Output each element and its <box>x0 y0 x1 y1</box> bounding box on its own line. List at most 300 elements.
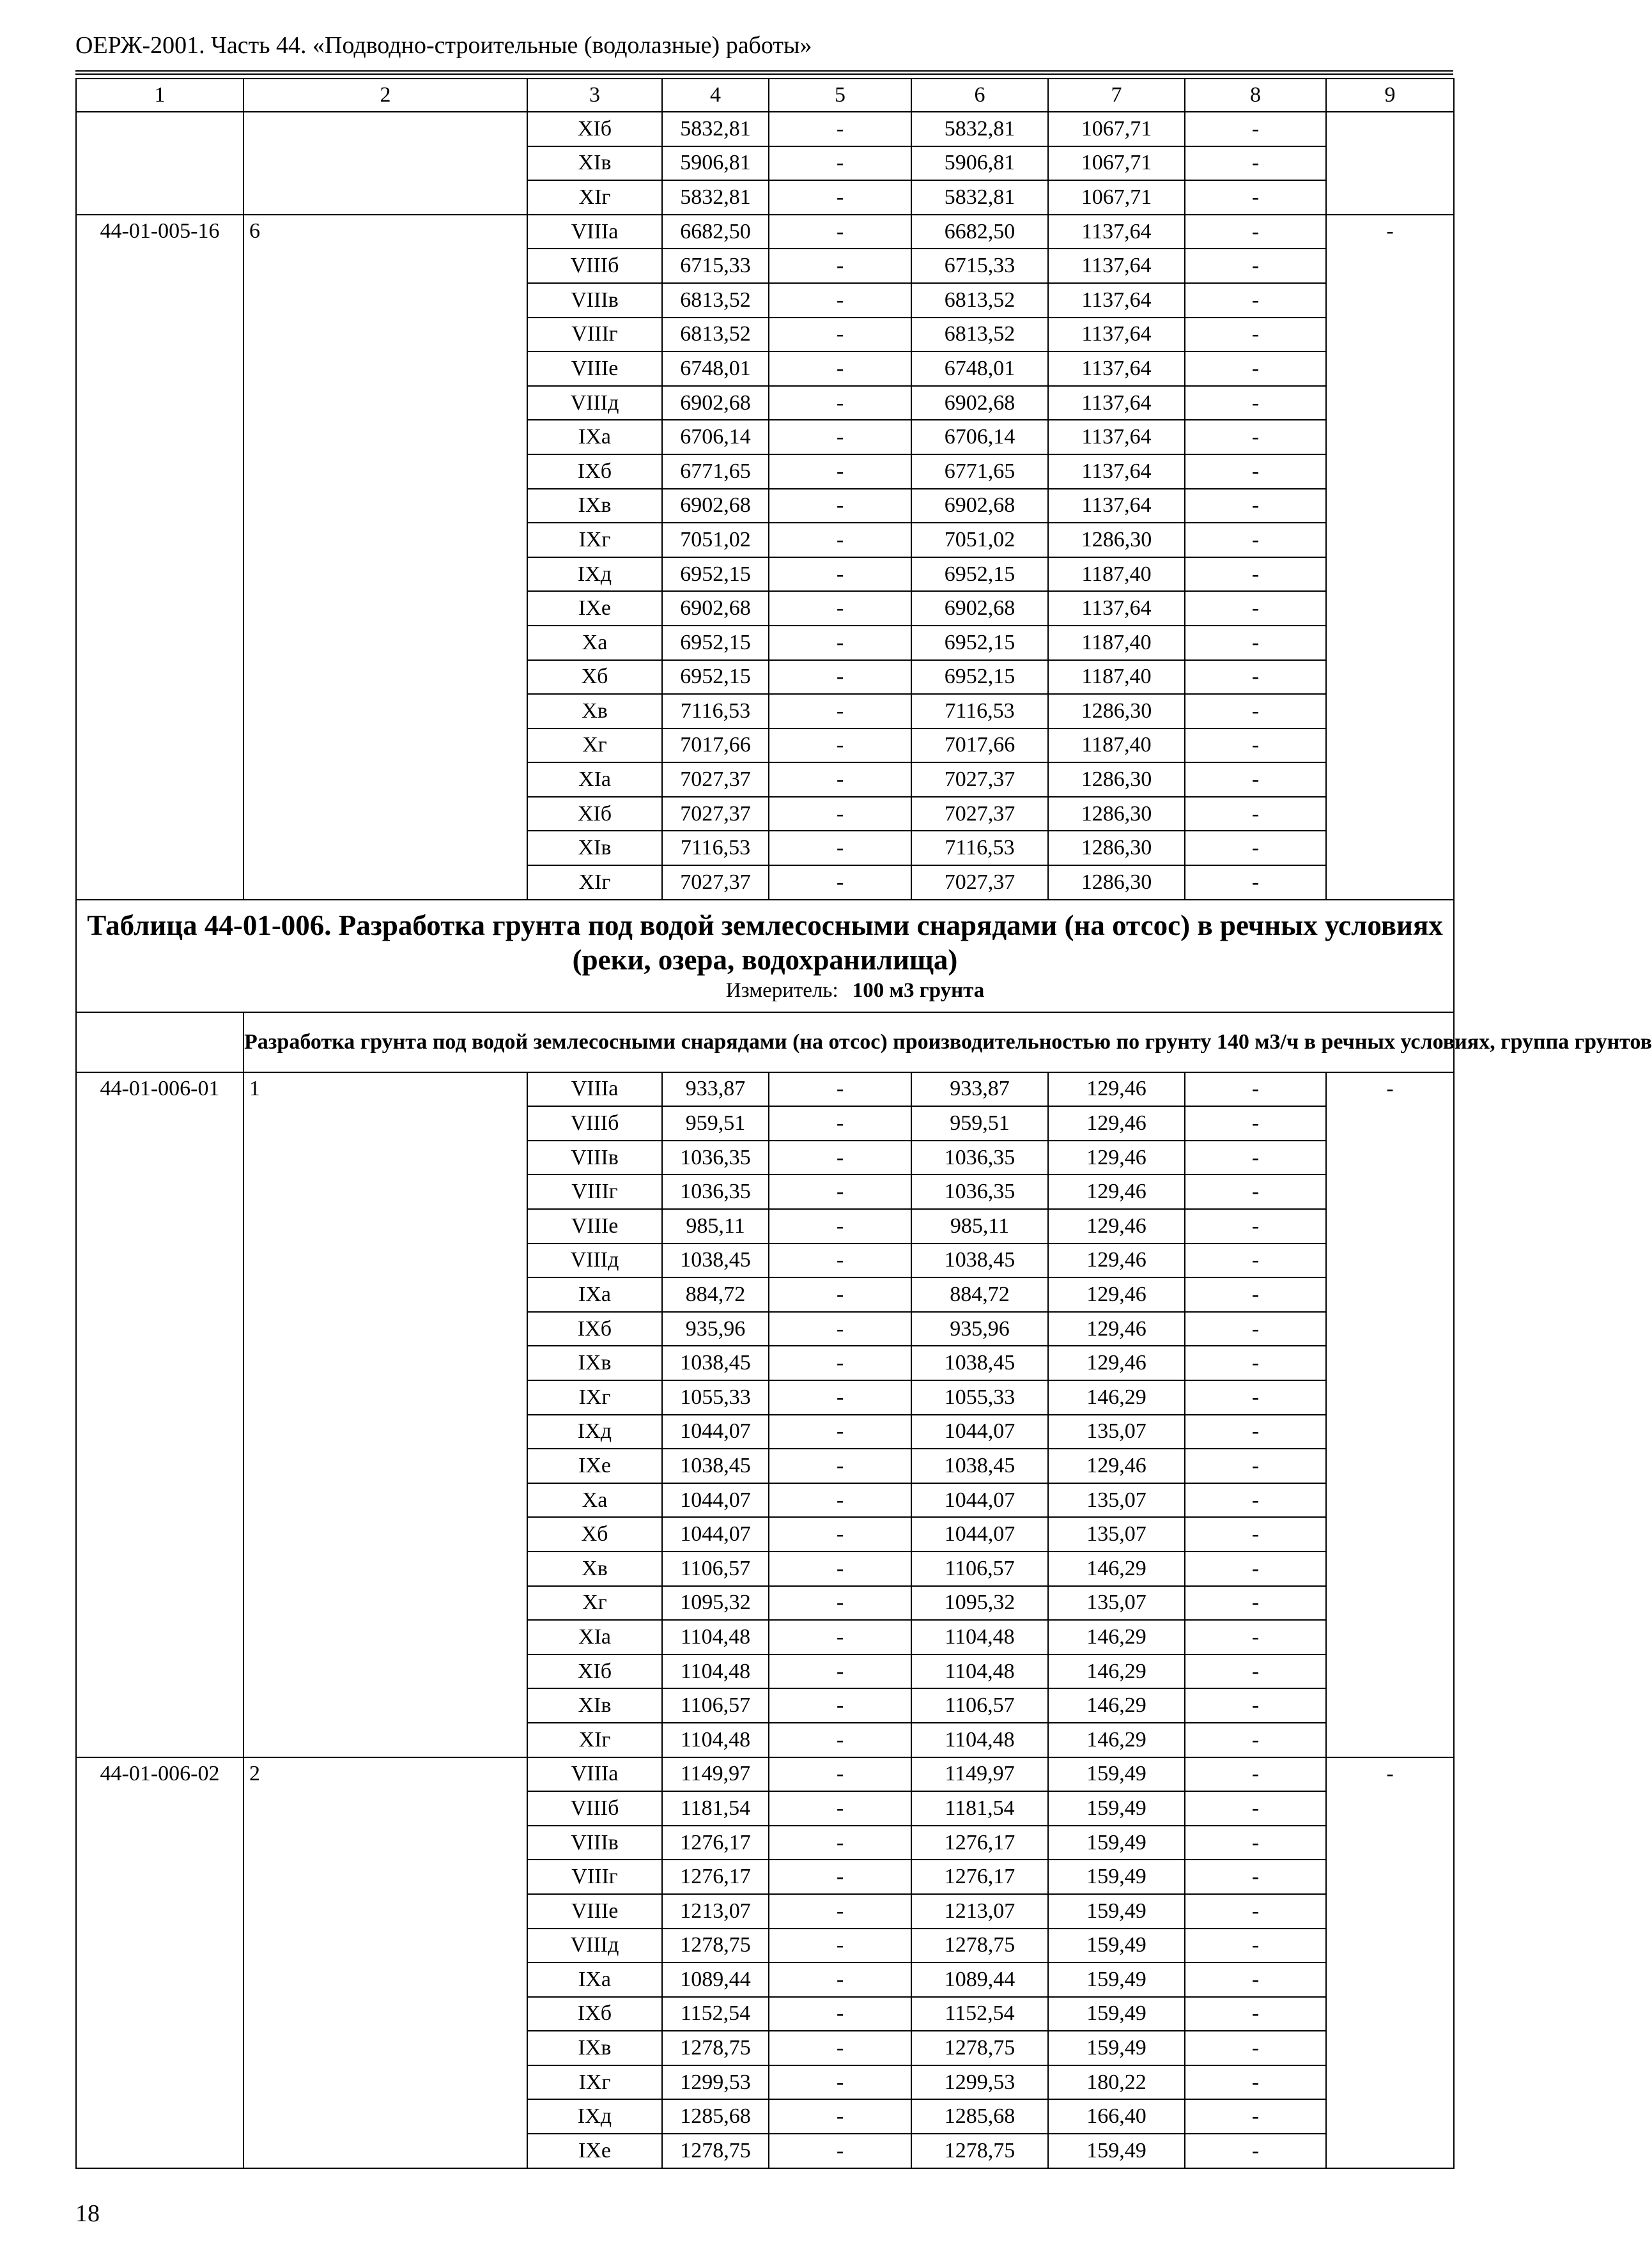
rate-number <box>243 112 527 215</box>
direct-costs: 6813,52 <box>662 318 769 352</box>
soil-group: IXг <box>527 2065 662 2100</box>
materials: - <box>1185 1552 1326 1586</box>
machinist-wages: 135,07 <box>1048 1483 1185 1518</box>
soil-group: VIIIд <box>527 1929 662 1963</box>
materials: - <box>1185 1620 1326 1654</box>
direct-costs: 1152,54 <box>662 1997 769 2031</box>
worker-wages: - <box>769 1312 911 1346</box>
worker-wages: - <box>769 351 911 386</box>
machinist-wages: 129,46 <box>1048 1312 1185 1346</box>
materials: - <box>1185 351 1326 386</box>
direct-costs: 1036,35 <box>662 1175 769 1209</box>
worker-wages: - <box>769 1688 911 1723</box>
soil-group: IXа <box>527 1962 662 1997</box>
direct-costs: 6952,15 <box>662 660 769 695</box>
materials: - <box>1185 1929 1326 1963</box>
machinist-wages: 1067,71 <box>1048 180 1185 215</box>
direct-costs: 1278,75 <box>662 2031 769 2065</box>
direct-costs: 1055,33 <box>662 1380 769 1415</box>
materials: - <box>1185 180 1326 215</box>
materials: - <box>1185 1723 1326 1757</box>
machinist-wages: 1187,40 <box>1048 660 1185 695</box>
direct-costs: 1106,57 <box>662 1552 769 1586</box>
machine-costs: 959,51 <box>911 1106 1048 1141</box>
worker-wages: - <box>769 728 911 763</box>
soil-group: IXе <box>527 1449 662 1483</box>
machinist-wages: 129,46 <box>1048 1175 1185 1209</box>
rate-number: 1 <box>243 1072 527 1757</box>
materials: - <box>1185 626 1326 660</box>
direct-costs: 7017,66 <box>662 728 769 763</box>
header-rule <box>75 70 1453 72</box>
soil-group: IXв <box>527 489 662 523</box>
machinist-wages: 1137,64 <box>1048 386 1185 420</box>
soil-group: VIIIд <box>527 386 662 420</box>
direct-costs: 884,72 <box>662 1277 769 1312</box>
soil-group: XIа <box>527 1620 662 1654</box>
machinist-wages: 1137,64 <box>1048 215 1185 249</box>
worker-wages: - <box>769 523 911 557</box>
machine-costs: 1038,45 <box>911 1346 1048 1380</box>
col9-value: - <box>1326 215 1454 900</box>
worker-wages: - <box>769 1552 911 1586</box>
direct-costs: 6715,33 <box>662 249 769 283</box>
materials: - <box>1185 557 1326 592</box>
materials: - <box>1185 420 1326 454</box>
machine-costs: 5906,81 <box>911 146 1048 181</box>
materials: - <box>1185 1244 1326 1278</box>
machine-costs: 1089,44 <box>911 1962 1048 1997</box>
materials: - <box>1185 728 1326 763</box>
direct-costs: 933,87 <box>662 1072 769 1107</box>
machine-costs: 7027,37 <box>911 865 1048 900</box>
soil-group: XIб <box>527 1654 662 1689</box>
soil-group: Xб <box>527 660 662 695</box>
machine-costs: 1104,48 <box>911 1620 1048 1654</box>
soil-group: IXв <box>527 2031 662 2065</box>
soil-group: VIIIг <box>527 1175 662 1209</box>
materials: - <box>1185 1894 1326 1929</box>
materials: - <box>1185 1826 1326 1860</box>
worker-wages: - <box>769 420 911 454</box>
worker-wages: - <box>769 626 911 660</box>
soil-group: VIIIе <box>527 1894 662 1929</box>
direct-costs: 7027,37 <box>662 797 769 831</box>
machine-costs: 1276,17 <box>911 1826 1048 1860</box>
machine-costs: 6813,52 <box>911 318 1048 352</box>
materials: - <box>1185 454 1326 489</box>
machinist-wages: 1137,64 <box>1048 318 1185 352</box>
column-number: 3 <box>527 79 662 112</box>
machinist-wages: 1067,71 <box>1048 146 1185 181</box>
materials: - <box>1185 591 1326 626</box>
machinist-wages: 146,29 <box>1048 1552 1185 1586</box>
materials: - <box>1185 694 1326 728</box>
machinist-wages: 1137,64 <box>1048 351 1185 386</box>
machine-costs: 6682,50 <box>911 215 1048 249</box>
machinist-wages: 129,46 <box>1048 1449 1185 1483</box>
direct-costs: 6813,52 <box>662 283 769 318</box>
worker-wages: - <box>769 1860 911 1894</box>
direct-costs: 6771,65 <box>662 454 769 489</box>
rate-number: 6 <box>243 215 527 900</box>
materials: - <box>1185 1209 1326 1244</box>
machinist-wages: 146,29 <box>1048 1380 1185 1415</box>
table-subtitle: Разработка грунта под водой землесосными снарядами (на отсос) производительностью по грунту 140 м3/ч в речных условиях, группа грунтов <box>243 1012 1454 1072</box>
direct-costs: 1299,53 <box>662 2065 769 2100</box>
worker-wages: - <box>769 797 911 831</box>
column-number: 6 <box>911 79 1048 112</box>
direct-costs: 5832,81 <box>662 180 769 215</box>
materials: - <box>1185 112 1326 146</box>
materials: - <box>1185 1860 1326 1894</box>
machinist-wages: 159,49 <box>1048 1929 1185 1963</box>
worker-wages: - <box>769 283 911 318</box>
soil-group: XIа <box>527 762 662 797</box>
machine-costs: 1038,45 <box>911 1449 1048 1483</box>
measure-line <box>77 978 1453 1004</box>
soil-group: IXд <box>527 557 662 592</box>
soil-group: IXг <box>527 1380 662 1415</box>
machine-costs: 6902,68 <box>911 591 1048 626</box>
worker-wages: - <box>769 660 911 695</box>
machine-costs: 5832,81 <box>911 180 1048 215</box>
machinist-wages: 1286,30 <box>1048 762 1185 797</box>
soil-group: VIIIа <box>527 215 662 249</box>
direct-costs: 1104,48 <box>662 1723 769 1757</box>
worker-wages: - <box>769 557 911 592</box>
machine-costs: 7027,37 <box>911 797 1048 831</box>
machinist-wages: 1137,64 <box>1048 249 1185 283</box>
measure-label: Измеритель: <box>725 978 838 1002</box>
direct-costs: 959,51 <box>662 1106 769 1141</box>
machine-costs: 6902,68 <box>911 489 1048 523</box>
materials: - <box>1185 2031 1326 2065</box>
direct-costs: 5906,81 <box>662 146 769 181</box>
worker-wages: - <box>769 2065 911 2100</box>
machine-costs: 884,72 <box>911 1277 1048 1312</box>
machine-costs: 7027,37 <box>911 762 1048 797</box>
machinist-wages: 159,49 <box>1048 1757 1185 1792</box>
column-number: 7 <box>1048 79 1185 112</box>
soil-group: IXе <box>527 591 662 626</box>
materials: - <box>1185 249 1326 283</box>
worker-wages: - <box>769 1654 911 1689</box>
materials: - <box>1185 797 1326 831</box>
direct-costs: 6902,68 <box>662 591 769 626</box>
direct-costs: 7116,53 <box>662 831 769 865</box>
materials: - <box>1185 1449 1326 1483</box>
materials: - <box>1185 1483 1326 1518</box>
direct-costs: 1038,45 <box>662 1449 769 1483</box>
materials: - <box>1185 1415 1326 1449</box>
machine-costs: 7017,66 <box>911 728 1048 763</box>
direct-costs: 1213,07 <box>662 1894 769 1929</box>
soil-group: XIб <box>527 112 662 146</box>
table-title: Таблица 44-01-006. Разработка грунта под водой землесосными снарядами (на отсос) в речных условиях (реки, озера, водохранилища) <box>87 909 1443 976</box>
rates-table-area <box>75 78 1652 2197</box>
machinist-wages: 146,29 <box>1048 1723 1185 1757</box>
soil-group: VIIIг <box>527 1860 662 1894</box>
direct-costs: 1278,75 <box>662 2134 769 2168</box>
machine-costs: 6952,15 <box>911 660 1048 695</box>
materials: - <box>1185 1517 1326 1552</box>
worker-wages: - <box>769 1244 911 1278</box>
soil-group: Xг <box>527 1586 662 1621</box>
materials: - <box>1185 489 1326 523</box>
direct-costs: 6952,15 <box>662 557 769 592</box>
machine-costs: 6748,01 <box>911 351 1048 386</box>
materials: - <box>1185 523 1326 557</box>
machinist-wages: 159,49 <box>1048 1997 1185 2031</box>
direct-costs: 1038,45 <box>662 1244 769 1278</box>
direct-costs: 1106,57 <box>662 1688 769 1723</box>
worker-wages: - <box>769 694 911 728</box>
col9-value: - <box>1326 1757 1454 2168</box>
soil-group: XIг <box>527 180 662 215</box>
materials: - <box>1185 1380 1326 1415</box>
worker-wages: - <box>769 249 911 283</box>
materials: - <box>1185 1141 1326 1175</box>
machinist-wages: 159,49 <box>1048 1860 1185 1894</box>
worker-wages: - <box>769 215 911 249</box>
materials: - <box>1185 1346 1326 1380</box>
soil-group: XIб <box>527 797 662 831</box>
materials: - <box>1185 1791 1326 1826</box>
machinist-wages: 146,29 <box>1048 1654 1185 1689</box>
worker-wages: - <box>769 1175 911 1209</box>
soil-group: VIIIг <box>527 318 662 352</box>
machine-costs: 1104,48 <box>911 1654 1048 1689</box>
machinist-wages: 1187,40 <box>1048 626 1185 660</box>
machine-costs: 6715,33 <box>911 249 1048 283</box>
direct-costs: 1044,07 <box>662 1483 769 1518</box>
direct-costs: 1036,35 <box>662 1141 769 1175</box>
materials: - <box>1185 318 1326 352</box>
machinist-wages: 159,49 <box>1048 2134 1185 2168</box>
soil-group: XIг <box>527 865 662 900</box>
worker-wages: - <box>769 1791 911 1826</box>
materials: - <box>1185 831 1326 865</box>
materials: - <box>1185 865 1326 900</box>
machine-costs: 7116,53 <box>911 694 1048 728</box>
worker-wages: - <box>769 1072 911 1107</box>
direct-costs: 7027,37 <box>662 762 769 797</box>
worker-wages: - <box>769 1277 911 1312</box>
soil-group: IXб <box>527 1997 662 2031</box>
direct-costs: 7027,37 <box>662 865 769 900</box>
direct-costs: 1149,97 <box>662 1757 769 1792</box>
machine-costs: 6902,68 <box>911 386 1048 420</box>
soil-group: Xа <box>527 626 662 660</box>
machine-costs: 1299,53 <box>911 2065 1048 2100</box>
soil-group: IXд <box>527 1415 662 1449</box>
machine-costs: 7051,02 <box>911 523 1048 557</box>
soil-group: VIIIд <box>527 1244 662 1278</box>
worker-wages: - <box>769 1997 911 2031</box>
soil-group: IXг <box>527 523 662 557</box>
machine-costs: 1278,75 <box>911 2134 1048 2168</box>
machine-costs: 1152,54 <box>911 1997 1048 2031</box>
column-number: 1 <box>76 79 243 112</box>
machine-costs: 1106,57 <box>911 1688 1048 1723</box>
materials: - <box>1185 146 1326 181</box>
worker-wages: - <box>769 1106 911 1141</box>
machinist-wages: 1187,40 <box>1048 557 1185 592</box>
machine-costs: 1104,48 <box>911 1723 1048 1757</box>
machine-costs: 1149,97 <box>911 1757 1048 1792</box>
worker-wages: - <box>769 1483 911 1518</box>
machinist-wages: 1286,30 <box>1048 694 1185 728</box>
rate-number: 2 <box>243 1757 527 2168</box>
materials: - <box>1185 1688 1326 1723</box>
worker-wages: - <box>769 1449 911 1483</box>
worker-wages: - <box>769 180 911 215</box>
machinist-wages: 159,49 <box>1048 1826 1185 1860</box>
subtitle-empty-cell <box>76 1012 243 1072</box>
rate-code <box>76 112 243 215</box>
worker-wages: - <box>769 112 911 146</box>
table-subtitle-row <box>76 1012 1454 1072</box>
direct-costs: 6902,68 <box>662 489 769 523</box>
worker-wages: - <box>769 1346 911 1380</box>
machinist-wages: 146,29 <box>1048 1620 1185 1654</box>
col9-value: - <box>1326 1072 1454 1757</box>
col9-value <box>1326 112 1454 215</box>
direct-costs: 6952,15 <box>662 626 769 660</box>
worker-wages: - <box>769 1620 911 1654</box>
running-title: ОЕРЖ-2001. Часть 44. «Подводно-строительные (водолазные) работы» <box>75 32 812 59</box>
table-title-row <box>76 900 1454 1012</box>
soil-group: IXв <box>527 1346 662 1380</box>
worker-wages: - <box>769 1586 911 1621</box>
machinist-wages: 129,46 <box>1048 1106 1185 1141</box>
direct-costs: 7051,02 <box>662 523 769 557</box>
soil-group: VIIIе <box>527 351 662 386</box>
materials: - <box>1185 283 1326 318</box>
soil-group: XIв <box>527 831 662 865</box>
machine-costs: 6952,15 <box>911 626 1048 660</box>
machine-costs: 1106,57 <box>911 1552 1048 1586</box>
machinist-wages: 1286,30 <box>1048 865 1185 900</box>
direct-costs: 6706,14 <box>662 420 769 454</box>
direct-costs: 5832,81 <box>662 112 769 146</box>
machine-costs: 6952,15 <box>911 557 1048 592</box>
machinist-wages: 1286,30 <box>1048 831 1185 865</box>
worker-wages: - <box>769 454 911 489</box>
materials: - <box>1185 1072 1326 1107</box>
worker-wages: - <box>769 386 911 420</box>
machinist-wages: 1137,64 <box>1048 489 1185 523</box>
machinist-wages: 1137,64 <box>1048 591 1185 626</box>
machine-costs: 1036,35 <box>911 1175 1048 1209</box>
materials: - <box>1185 2134 1326 2168</box>
machine-costs: 1278,75 <box>911 1929 1048 1963</box>
soil-group: XIв <box>527 1688 662 1723</box>
soil-group: VIIIв <box>527 1826 662 1860</box>
materials: - <box>1185 1277 1326 1312</box>
worker-wages: - <box>769 1929 911 1963</box>
machine-costs: 1036,35 <box>911 1141 1048 1175</box>
soil-group: IXд <box>527 2099 662 2134</box>
materials: - <box>1185 660 1326 695</box>
soil-group: Xа <box>527 1483 662 1518</box>
materials: - <box>1185 386 1326 420</box>
column-number: 4 <box>662 79 769 112</box>
soil-group: VIIIб <box>527 1106 662 1141</box>
direct-costs: 1044,07 <box>662 1517 769 1552</box>
direct-costs: 1278,75 <box>662 1929 769 1963</box>
direct-costs: 1095,32 <box>662 1586 769 1621</box>
machinist-wages: 135,07 <box>1048 1517 1185 1552</box>
direct-costs: 1089,44 <box>662 1962 769 1997</box>
worker-wages: - <box>769 1415 911 1449</box>
column-number: 5 <box>769 79 911 112</box>
worker-wages: - <box>769 831 911 865</box>
column-number: 9 <box>1326 79 1454 112</box>
soil-group: IXа <box>527 1277 662 1312</box>
direct-costs: 1038,45 <box>662 1346 769 1380</box>
soil-group: VIIIб <box>527 249 662 283</box>
direct-costs: 1276,17 <box>662 1860 769 1894</box>
machinist-wages: 135,07 <box>1048 1415 1185 1449</box>
machinist-wages: 129,46 <box>1048 1346 1185 1380</box>
machinist-wages: 129,46 <box>1048 1244 1185 1278</box>
soil-group: VIIIб <box>527 1791 662 1826</box>
materials: - <box>1185 762 1326 797</box>
machinist-wages: 159,49 <box>1048 1894 1185 1929</box>
materials: - <box>1185 1654 1326 1689</box>
worker-wages: - <box>769 1723 911 1757</box>
machinist-wages: 159,49 <box>1048 1962 1185 1997</box>
machine-costs: 1038,45 <box>911 1244 1048 1278</box>
soil-group: Xб <box>527 1517 662 1552</box>
worker-wages: - <box>769 1380 911 1415</box>
machinist-wages: 129,46 <box>1048 1072 1185 1107</box>
machinist-wages: 1137,64 <box>1048 283 1185 318</box>
materials: - <box>1185 1962 1326 1997</box>
direct-costs: 7116,53 <box>662 694 769 728</box>
machine-costs: 7116,53 <box>911 831 1048 865</box>
worker-wages: - <box>769 146 911 181</box>
machine-costs: 933,87 <box>911 1072 1048 1107</box>
machine-costs: 6813,52 <box>911 283 1048 318</box>
materials: - <box>1185 1312 1326 1346</box>
machine-costs: 1278,75 <box>911 2031 1048 2065</box>
table-row <box>76 112 1454 146</box>
table-body <box>76 79 1652 2168</box>
worker-wages: - <box>769 591 911 626</box>
soil-group: IXб <box>527 1312 662 1346</box>
machine-costs: 6771,65 <box>911 454 1048 489</box>
soil-group: VIIIа <box>527 1072 662 1107</box>
machine-costs: 1044,07 <box>911 1415 1048 1449</box>
direct-costs: 1104,48 <box>662 1620 769 1654</box>
soil-group: IXб <box>527 454 662 489</box>
materials: - <box>1185 1586 1326 1621</box>
machine-costs: 935,96 <box>911 1312 1048 1346</box>
soil-group: IXе <box>527 2134 662 2168</box>
table-row <box>76 1072 1454 1107</box>
machinist-wages: 129,46 <box>1048 1141 1185 1175</box>
machinist-wages: 129,46 <box>1048 1277 1185 1312</box>
soil-group: VIIIе <box>527 1209 662 1244</box>
machinist-wages: 180,22 <box>1048 2065 1185 2100</box>
soil-group: XIг <box>527 1723 662 1757</box>
machine-costs: 1044,07 <box>911 1517 1048 1552</box>
column-number: 2 <box>243 79 527 112</box>
machinist-wages: 1286,30 <box>1048 523 1185 557</box>
